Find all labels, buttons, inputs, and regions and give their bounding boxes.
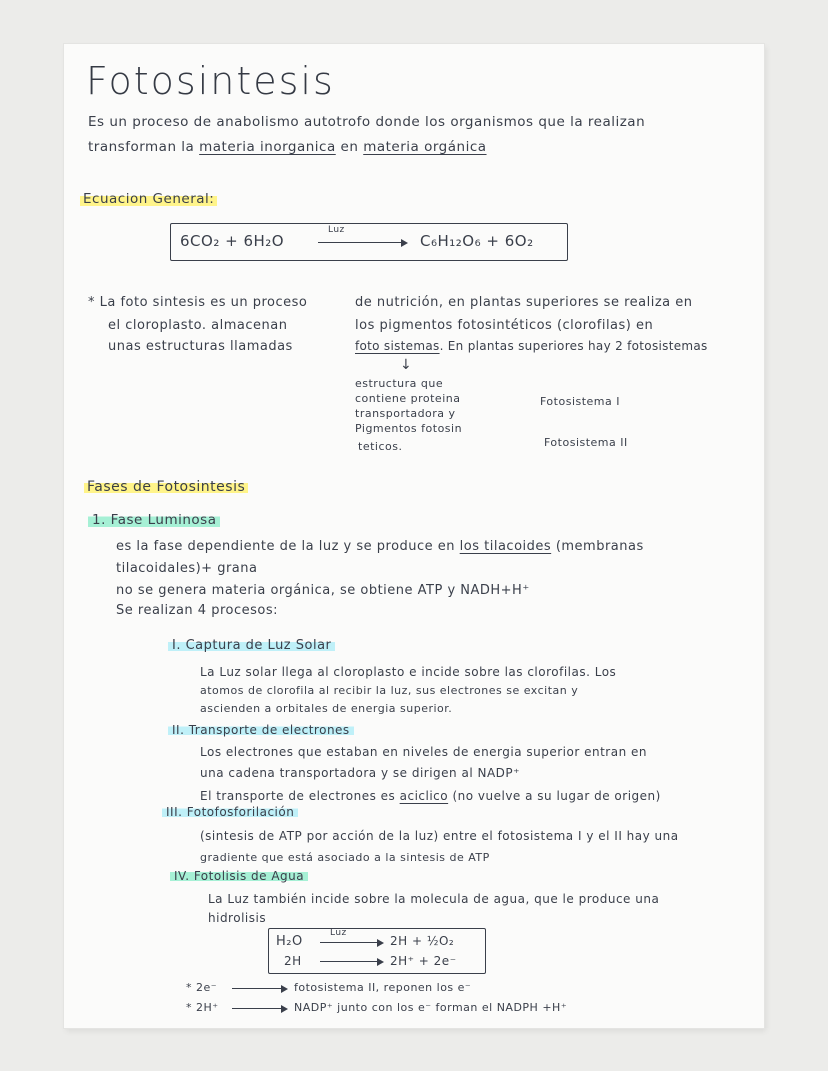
nota-right-2: los pigmentos fotosintéticos (clorofilas) en bbox=[355, 318, 654, 333]
intro-line-1: Es un proceso de anabolismo autotrofo donde los organismos que la realizan bbox=[88, 114, 646, 130]
aciclico: aciclico bbox=[399, 789, 449, 803]
fotolisis-r2-arrow bbox=[320, 961, 382, 962]
down-arrow-icon: ↓ bbox=[400, 357, 413, 373]
nota-left-1: * La foto sintesis es un proceso bbox=[88, 295, 308, 310]
fotosistema-2: Fotosistema II bbox=[544, 436, 628, 449]
ecuacion-condicion: Luz bbox=[328, 225, 345, 235]
proceso-2-text-c: (no vuelve a su lugar de origen) bbox=[452, 789, 661, 803]
fotolisis-r1-left: H₂O bbox=[276, 934, 303, 949]
ecuacion-productos: C₆H₁₂O₆ + 6O₂ bbox=[420, 232, 534, 250]
nota-final-2-arrow bbox=[232, 1008, 286, 1009]
materia-organica: materia orgánica bbox=[363, 139, 487, 155]
proceso-4-line-1: La Luz también incide sobre la molecula de agua, que le produce una bbox=[208, 892, 660, 906]
proceso-1-line-2: atomos de clorofila al recibir la luz, sus electrones se excitan y bbox=[200, 684, 579, 697]
fotolisis-r2-left: 2H bbox=[284, 954, 302, 968]
ecuacion-reactivos: 6CO₂ + 6H₂O bbox=[180, 232, 285, 250]
nota-final-2-right: NADP⁺ junto con los e⁻ forman el NADPH +H⁺ bbox=[294, 1001, 568, 1014]
proceso-3-line-2: gradiente que está asociado a la sintesis de ATP bbox=[200, 851, 490, 864]
materia-inorganica: materia inorganica bbox=[199, 139, 336, 155]
fotolisis-r1-condition: Luz bbox=[330, 928, 347, 938]
fotolisis-r2-right: 2H⁺ + 2e⁻ bbox=[390, 954, 457, 968]
nota-right-3b: . En plantas superiores hay 2 fotosistemas bbox=[439, 339, 708, 353]
estructura-3: transportadora y bbox=[355, 407, 456, 420]
nota-left-3: unas estructuras llamadas bbox=[108, 339, 293, 354]
page-title: Fotosintesis bbox=[86, 59, 335, 103]
luminosa-text-a: es la fase dependiente de la luz y se produce en bbox=[116, 539, 456, 554]
nota-right-3 bbox=[355, 340, 708, 352]
fotosistema-1: Fotosistema I bbox=[540, 395, 621, 408]
ecuacion-arrow bbox=[318, 242, 406, 243]
nota-left-2: el cloroplasto. almacenan bbox=[108, 318, 288, 333]
luminosa-text-c: (membranas bbox=[555, 539, 644, 554]
proceso-3-line-1: (sintesis de ATP por acción de la luz) entre el fotosistema I y el II hay una bbox=[200, 829, 679, 843]
luminosa-line-1 bbox=[116, 540, 644, 553]
fotolisis-r1-arrow bbox=[320, 942, 382, 943]
proceso-2-text-a: El transporte de electrones es bbox=[200, 789, 396, 803]
estructura-2: contiene proteina bbox=[355, 392, 461, 405]
proceso-3-heading: III. Fotofosforilación bbox=[162, 806, 298, 818]
fotolisis-r1-right: 2H + ½O₂ bbox=[390, 934, 455, 948]
ecuacion-heading: Ecuacion General: bbox=[80, 193, 217, 207]
nota-final-2-left: * 2H⁺ bbox=[186, 1001, 219, 1014]
luminosa-line-3: no se genera materia orgánica, se obtiene ATP y NADH+H⁺ bbox=[116, 583, 530, 598]
estructura-4: Pigmentos fotosin bbox=[355, 422, 463, 435]
intro-line-2 bbox=[88, 141, 487, 155]
proceso-1-line-3: ascienden a orbitales de energia superior. bbox=[200, 702, 453, 715]
intro-text-a: transforman la bbox=[88, 139, 195, 155]
estructura-1: estructura que bbox=[355, 377, 444, 390]
fase-luminosa-heading: 1. Fase Luminosa bbox=[88, 514, 220, 528]
luminosa-line-4: Se realizan 4 procesos: bbox=[116, 603, 278, 618]
foto-sistemas: foto sistemas bbox=[355, 339, 440, 353]
estructura-5: teticos. bbox=[358, 440, 403, 453]
proceso-1-line-1: La Luz solar llega al cloroplasto e incide sobre las clorofilas. Los bbox=[200, 665, 617, 679]
proceso-4-heading: IV. Fotolisis de Agua bbox=[170, 870, 308, 882]
nota-right-1: de nutrición, en plantas superiores se realiza en bbox=[355, 295, 693, 310]
nota-final-1-right: fotosistema II, reponen los e⁻ bbox=[294, 981, 472, 994]
proceso-1-heading: I. Captura de Luz Solar bbox=[168, 639, 335, 652]
fases-heading: Fases de Fotosintesis bbox=[84, 480, 248, 494]
proceso-2-line-1: Los electrones que estaban en niveles de energia superior entran en bbox=[200, 745, 647, 759]
proceso-2-line-2: una cadena transportadora y se dirigen al NADP⁺ bbox=[200, 766, 520, 780]
luminosa-line-2: tilacoidales)+ grana bbox=[116, 561, 258, 576]
nota-final-1-left: * 2e⁻ bbox=[186, 981, 218, 994]
proceso-4-line-2: hidrolisis bbox=[208, 911, 267, 925]
tilacoides: los tilacoides bbox=[459, 539, 552, 554]
proceso-2-heading: II. Transporte de electrones bbox=[168, 724, 354, 736]
nota-final-1-arrow bbox=[232, 988, 286, 989]
proceso-2-line-3 bbox=[200, 790, 661, 802]
intro-text-c: en bbox=[340, 139, 359, 155]
